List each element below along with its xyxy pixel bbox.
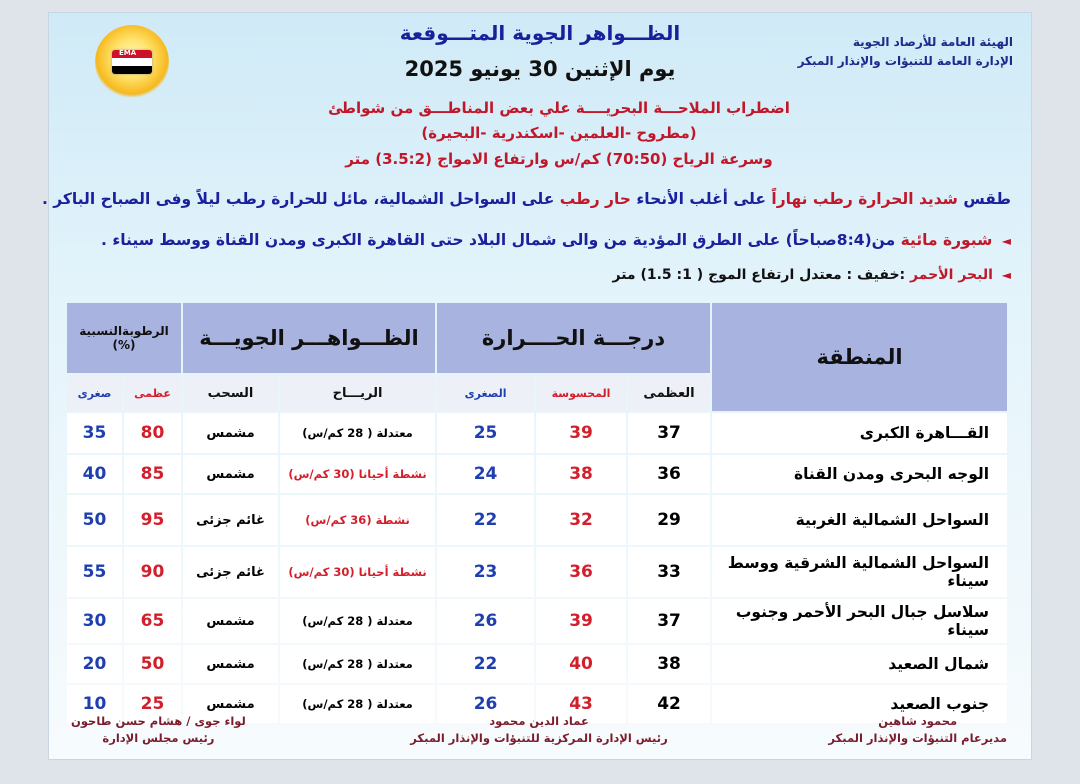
signature-center-name: عماد الدين محمود — [489, 714, 589, 728]
clouds-cell: مشمس — [183, 599, 278, 643]
table-row — [67, 599, 1007, 643]
felt-temp-cell: 39 — [536, 413, 626, 453]
fog-text: من(8:4صباحاً) على الطرق المؤدية من والى شمال البلاد حتى القاهرة الكبرى ومدن القناة ووسط سيناء . — [101, 231, 896, 249]
clouds-cell: مشمس — [183, 685, 278, 723]
signature-right — [828, 713, 1007, 747]
felt-temp-header: المحسوسة — [536, 375, 626, 411]
humidity-header: الرطوبةالنسبية (%) — [67, 303, 181, 373]
page-title: الظـــواهر الجوية المتـــوقعة — [399, 21, 681, 45]
humidity-max-cell: 50 — [124, 645, 181, 683]
min-temp-cell: 22 — [437, 495, 534, 545]
table-row — [67, 547, 1007, 597]
general-forecast — [42, 190, 1011, 208]
clouds-cell: مشمس — [183, 455, 278, 493]
table-row — [67, 413, 1007, 453]
fog-warning — [101, 231, 1011, 249]
humidity-min-cell: 20 — [67, 645, 122, 683]
felt-temp-cell: 43 — [536, 685, 626, 723]
red-sea-note — [613, 267, 1012, 283]
humidity-min-cell: 30 — [67, 599, 122, 643]
felt-temp-cell: 38 — [536, 455, 626, 493]
table-row — [67, 645, 1007, 683]
bullet-icon: ◄ — [1001, 234, 1011, 248]
region-cell: جنوب الصعيد — [712, 685, 1007, 723]
clouds-cell: مشمس — [183, 645, 278, 683]
wind-cell: معتدلة ( 28 كم/س) — [280, 413, 435, 453]
min-temp-cell: 24 — [437, 455, 534, 493]
humidity-max-cell: 95 — [124, 495, 181, 545]
warning-line-3: وسرعة الرياح (70:50) كم/س وارتفاع الامواج (3.5:2) متر — [345, 150, 773, 168]
bullet-icon: ◄ — [1001, 268, 1011, 282]
min-temp-cell: 22 — [437, 645, 534, 683]
max-temp-cell: 38 — [628, 645, 710, 683]
humidity-max-cell: 85 — [124, 455, 181, 493]
min-temp-cell: 23 — [437, 547, 534, 597]
wind-header: الريـــاح — [280, 375, 435, 411]
forecast-text-e: على السواحل الشمالية، مائل للحرارة رطب ليلاً وفى الصباح الباكر . — [41, 190, 555, 208]
region-cell: سلاسل جبال البحر الأحمر وجنوب سيناء — [712, 599, 1007, 643]
red-sea-text: :خفيف : معتدل ارتفاع الموج ( 1: 1.5) متر — [612, 267, 906, 283]
humidity-min-cell: 10 — [67, 685, 122, 723]
signature-center-title: رئيس الإدارة المركزية للتنبؤات والإنذار المبكر — [410, 731, 668, 745]
wind-cell: نشطة (36 كم/س) — [280, 495, 435, 545]
red-sea-label: البحر الأحمر — [910, 267, 993, 283]
phenomena-header: الظـــواهـــر الجويـــة — [183, 303, 435, 373]
signature-left — [71, 713, 246, 747]
felt-temp-cell: 40 — [536, 645, 626, 683]
clouds-cell: غائم جزئى — [183, 547, 278, 597]
forecast-date: يوم الإثنين 30 يونيو 2025 — [404, 57, 676, 81]
clouds-header: السحب — [183, 375, 278, 411]
humidity-max-cell: 25 — [124, 685, 181, 723]
felt-temp-cell: 39 — [536, 599, 626, 643]
hum-min-header: صغرى — [67, 375, 122, 411]
humidity-max-cell: 80 — [124, 413, 181, 453]
max-temp-cell: 29 — [628, 495, 710, 545]
signature-left-title: رئيس مجلس الإدارة — [102, 731, 215, 745]
warning-line-2: (مطروح -العلمين -اسكندرية -البحيرة) — [421, 124, 697, 142]
logo-text: EMA — [119, 49, 137, 57]
min-temp-cell: 25 — [437, 413, 534, 453]
org-line-1: الهيئة العامة للأرصاد الجوية — [852, 35, 1013, 49]
clouds-cell: غائم جزئى — [183, 495, 278, 545]
table-row — [67, 455, 1007, 493]
wind-cell: معتدلة ( 28 كم/س) — [280, 685, 435, 723]
signature-right-title: مديرعام التنبؤات والإنذار المبكر — [828, 731, 1007, 745]
signature-left-name: لواء جوى / هشام حسن طاحون — [71, 714, 246, 728]
signature-right-name: محمود شاهين — [878, 714, 958, 728]
warning-line-1: اضطراب الملاحـــة البحريــــة علي بعض المناطـــق من شواطئ — [328, 99, 790, 117]
min-temp-header: الصغرى — [437, 375, 534, 411]
max-temp-header: العظمى — [628, 375, 710, 411]
forecast-text-c: على أغلب الأنحاء — [636, 190, 766, 208]
wind-cell: معتدلة ( 28 كم/س) — [280, 599, 435, 643]
min-temp-cell: 26 — [437, 599, 534, 643]
table-row — [67, 495, 1007, 545]
region-cell: السواحل الشمالية الشرقية ووسط سيناء — [712, 547, 1007, 597]
org-line-2: الإدارة العامة للتنبؤات والإنذار المبكر — [797, 54, 1013, 68]
max-temp-cell: 42 — [628, 685, 710, 723]
max-temp-cell: 37 — [628, 413, 710, 453]
fog-label: شبورة مائية — [900, 231, 993, 249]
max-temp-cell: 36 — [628, 455, 710, 493]
region-header: المنطقة — [712, 303, 1007, 411]
max-temp-cell: 37 — [628, 599, 710, 643]
humidity-max-cell: 90 — [124, 547, 181, 597]
region-cell: القـــاهرة الكبرى — [712, 413, 1007, 453]
wind-cell: معتدلة ( 28 كم/س) — [280, 645, 435, 683]
humidity-min-cell: 35 — [67, 413, 122, 453]
wind-cell: نشطة أحيانا (30 كم/س) — [280, 455, 435, 493]
clouds-cell: مشمس — [183, 413, 278, 453]
humidity-max-cell: 65 — [124, 599, 181, 643]
region-cell: شمال الصعيد — [712, 645, 1007, 683]
hum-max-header: عظمى — [124, 375, 181, 411]
felt-temp-cell: 32 — [536, 495, 626, 545]
humidity-min-cell: 50 — [67, 495, 122, 545]
forecast-table — [65, 301, 1009, 725]
forecast-text-b: شديد الحرارة رطب نهاراً — [771, 190, 958, 208]
felt-temp-cell: 36 — [536, 547, 626, 597]
humidity-min-cell: 40 — [67, 455, 122, 493]
min-temp-cell: 26 — [437, 685, 534, 723]
forecast-sheet — [41, 12, 1032, 760]
humidity-min-cell: 55 — [67, 547, 122, 597]
region-cell: الوجه البحرى ومدن القناة — [712, 455, 1007, 493]
temperature-header: درجـــة الحــــرارة — [437, 303, 710, 373]
signature-center — [379, 713, 699, 747]
max-temp-cell: 33 — [628, 547, 710, 597]
region-cell: السواحل الشمالية الغربية — [712, 495, 1007, 545]
forecast-text-a: طقس — [963, 190, 1011, 208]
wind-cell: نشطة أحيانا (30 كم/س) — [280, 547, 435, 597]
forecast-text-d: حار رطب — [559, 190, 631, 208]
